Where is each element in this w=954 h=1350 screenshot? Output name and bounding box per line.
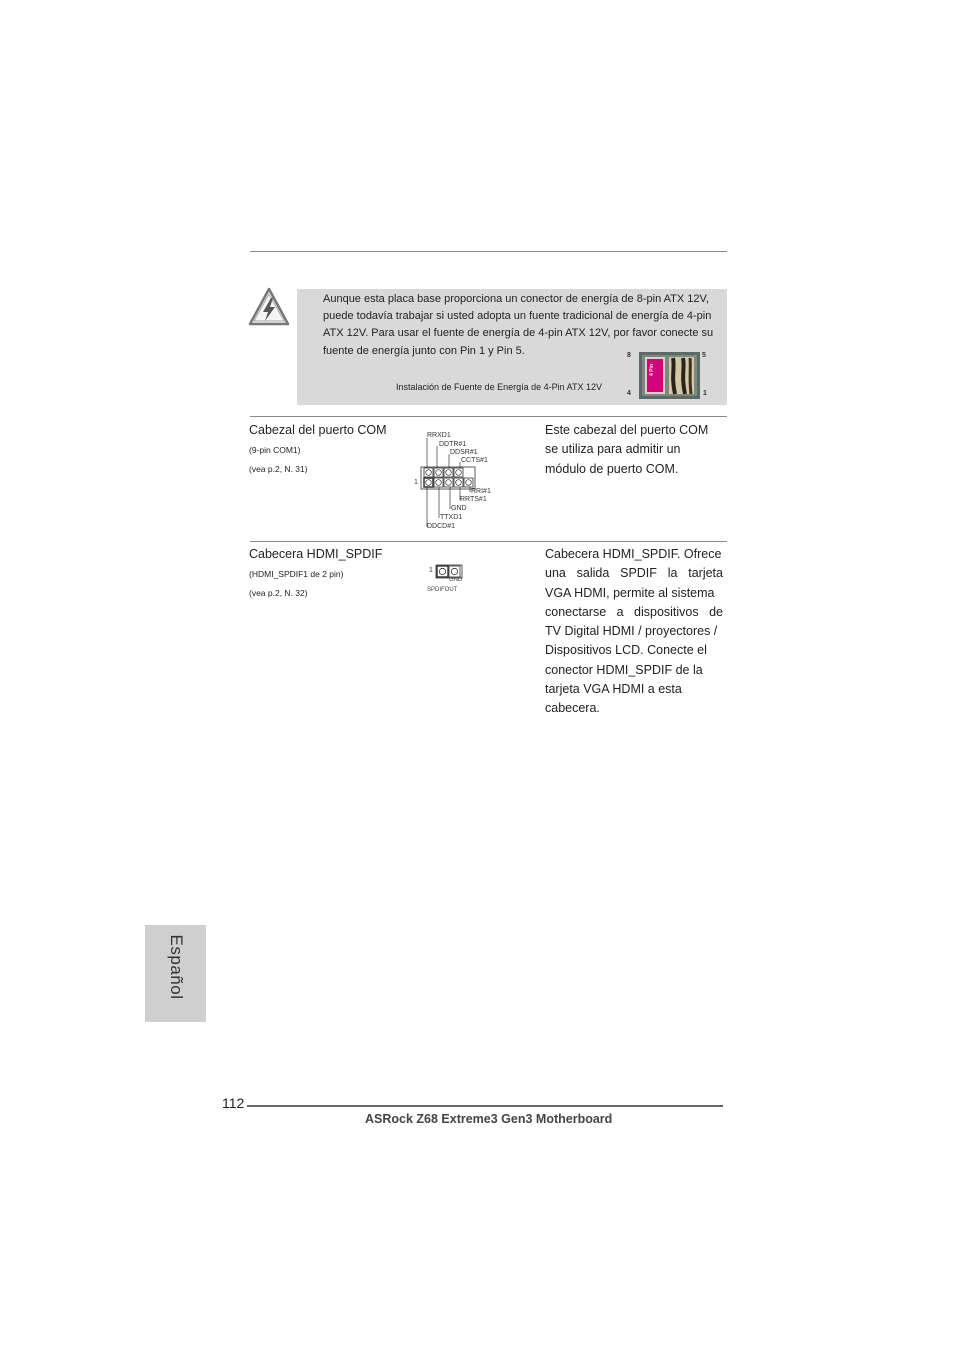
com-desc-line: se utiliza para admitir un [545, 442, 681, 457]
pin-label-1: 1 [703, 390, 707, 397]
footer-title: ASRock Z68 Extreme3 Gen3 Motherboard [365, 1112, 613, 1126]
pin-label-8: 8 [627, 352, 631, 359]
hdmi-desc-line: Dispositivos LCD. Conecte el [545, 643, 707, 658]
hdmi-pin-spdifout: SPDIFOUT [427, 587, 458, 593]
com-pin-rrxd1: RRXD1 [427, 432, 451, 439]
com-pin-1-label: 1 [414, 479, 418, 486]
hdmi-desc-line: conectarse a dispositivos de [545, 604, 723, 619]
com-pin-ddtr1: DDTR#1 [439, 441, 467, 448]
hdmi-pin-gnd: GND [449, 577, 463, 583]
com-pin-diagram [410, 430, 510, 535]
warning-icon [247, 286, 291, 328]
com-pin-ddsr1: DDSR#1 [450, 449, 478, 456]
hdmi-title: Cabecera HDMI_SPDIF [249, 547, 383, 561]
warning-text: Aunque esta placa base proporciona un conector de energía de 8-pin ATX 12V, puede todavía trabajar si usted adopta un fuente tradicional de energía de 4-pin ATX 12V. Para usar el fuente de energía de 4-pin ATX 12V, por favor conecte su fuente de energía junto con Pin 1 y Pin 5. [323, 293, 714, 357]
com-pin-gnd: GND [451, 505, 467, 512]
hdmi-description [545, 545, 723, 719]
com-title: Cabezal del puerto COM [249, 423, 387, 437]
com-reference: (vea p.2, N. 31) [249, 464, 308, 474]
footer-rule [247, 1105, 723, 1107]
com-desc-line: módulo de puerto COM. [545, 461, 679, 476]
language-tab-label: Español [167, 934, 186, 1000]
hdmi-pin-diagram [425, 560, 470, 600]
pin-label-5: 5 [702, 352, 706, 359]
hdmi-pin-1-label: 1 [429, 567, 433, 574]
com-desc-line: Este cabezal del puerto COM [545, 423, 709, 437]
com-pin-ddcd1: DDCD#1 [427, 523, 456, 530]
hdmi-desc-line: TV Digital HDMI / proyectores / [545, 624, 718, 639]
hdmi-desc-line: Cabecera HDMI_SPDIF. Ofrece [545, 547, 722, 561]
hdmi-desc-line: VGA HDMI, permite al sistema [545, 585, 715, 600]
com-pin-rri1: RRI#1 [471, 488, 491, 495]
hdmi-reference: (vea p.2, N. 32) [249, 588, 308, 598]
hdmi-desc-line: una salida SPDIF la tarjeta [545, 566, 723, 581]
hdmi-desc-line: cabecera. [545, 701, 600, 716]
section-rule-2 [250, 541, 727, 542]
hdmi-desc-line: tarjeta VGA HDMI a esta [545, 682, 682, 697]
connector-label: 4 Pin [649, 364, 655, 376]
com-pin-ccts1: CCTS#1 [461, 457, 488, 464]
atx-connector-photo [639, 352, 700, 399]
com-pin-ttxd1: TTXD1 [440, 514, 463, 521]
top-rule [250, 251, 727, 252]
com-pin-rrts1: RRTS#1 [460, 496, 487, 503]
warning-caption: Instalación de Fuente de Energía de 4-Pin ATX 12V [396, 382, 602, 392]
hdmi-subtitle: (HDMI_SPDIF1 de 2 pin) [249, 569, 344, 579]
section-rule-1 [250, 416, 727, 417]
pin-label-4: 4 [627, 390, 631, 397]
hdmi-desc-line: conector HDMI_SPDIF de la [545, 662, 703, 677]
page-number: 112 [222, 1095, 245, 1111]
com-description [545, 421, 708, 479]
com-subtitle: (9-pin COM1) [249, 445, 301, 455]
